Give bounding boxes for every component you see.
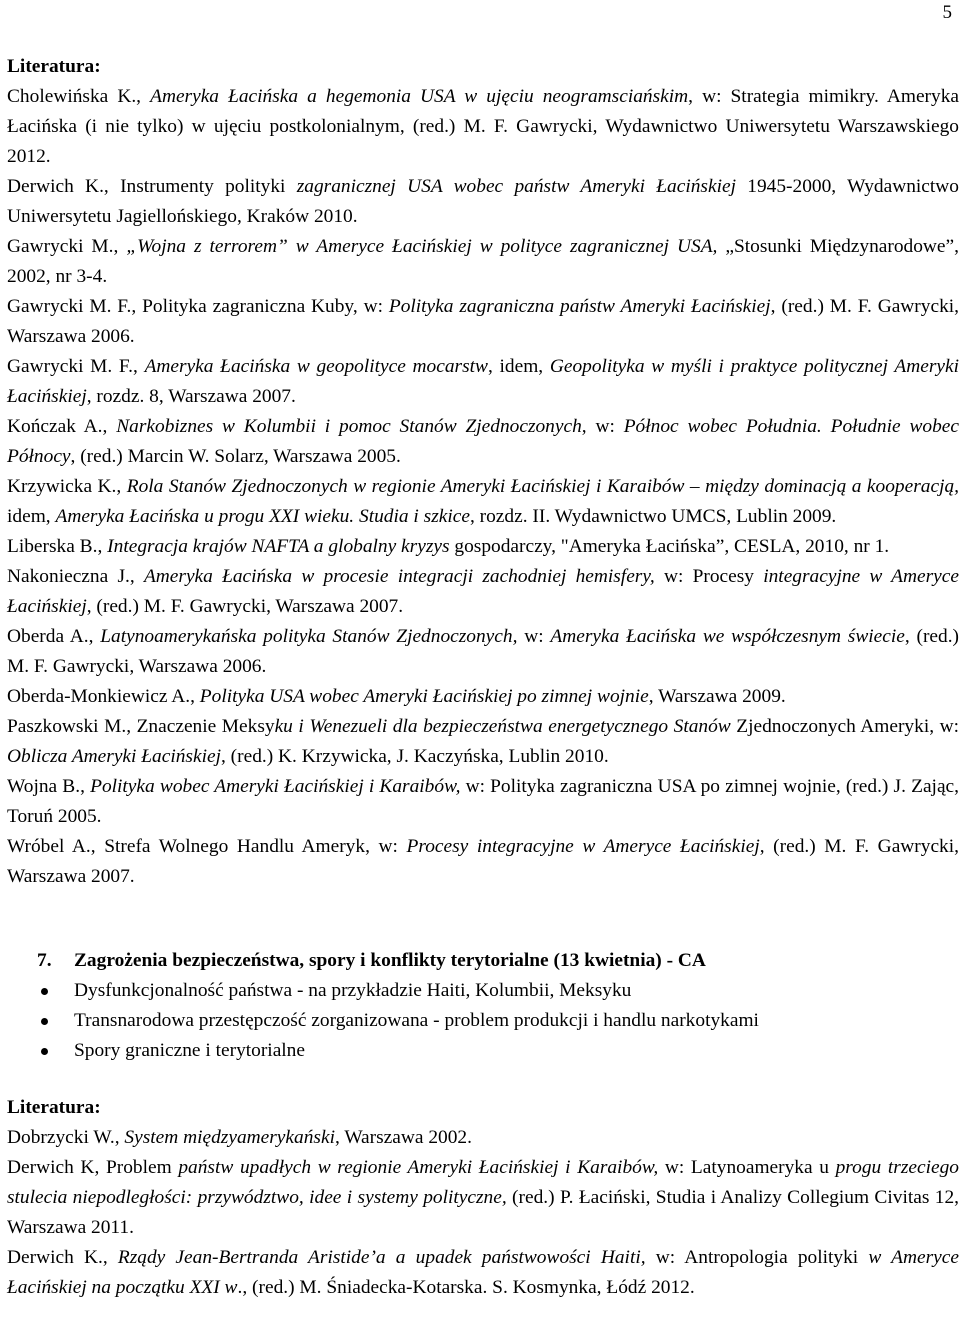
entry-title: zagranicznej USA wobec państw Ameryki Łacińskiej (296, 176, 736, 197)
entry-text: , (red.) Marcin W. Solarz, Warszawa 2005. (70, 446, 401, 467)
entry-title: Latynoamerykańska polityka Stanów Zjednoczonych, (100, 626, 518, 647)
bibliography-entry (7, 1153, 959, 1243)
entry-author: Cholewińska K. (7, 86, 137, 107)
entry-text: Zjednoczonych Ameryki, w: (730, 716, 959, 737)
entry-title: integracyjne w Ameryce Łacińskiej (7, 566, 960, 617)
entry-text: , Instrumenty polityki (103, 176, 297, 197)
entry-author: Oberda A. (7, 626, 89, 647)
entry-text: , Znaczenie Meksy (126, 716, 275, 737)
bibliography-entry (7, 1123, 959, 1153)
entry-author: Gawrycki M. F. (7, 356, 134, 377)
entry-author: Derwich K (7, 1157, 95, 1178)
entry-text: ., (red.) M. Śniadecka-Kotarska. S. Kosmynka, Łódź 2012. (237, 1277, 695, 1298)
bibliography-entry (7, 82, 959, 172)
section-title: Zagrożenia bezpieczeństwa, spory i konflikty terytorialne (13 kwietnia) - CA (74, 950, 706, 971)
bibliography-entry (7, 532, 959, 562)
entry-text: , rozdz. II. Wydawnictwo UMCS, Lublin 2009. (469, 506, 837, 527)
entry-author: Gawrycki M. (7, 236, 114, 257)
entry-author: Krzywicka K. (7, 476, 117, 497)
page-number: 5 (942, 2, 952, 23)
entry-text: , Polityka zagraniczna Kuby, w: (131, 296, 389, 317)
bibliography-entry (7, 1243, 959, 1303)
entry-title: Narkobiznes w Kolumbii i pomoc Stanów Zjednoczonych (116, 416, 582, 437)
entry-title: Integracja krajów NAFTA a globalny kryzys (107, 536, 450, 557)
entry-author: Liberska B. (7, 536, 98, 557)
bullet-icon (41, 988, 48, 995)
entry-title: w Ameryce Łacińskiej na początku XXI w (7, 1247, 959, 1298)
bullet-icon (41, 1018, 48, 1025)
entry-text: , (116, 476, 127, 497)
bibliography-entry (7, 292, 959, 352)
entry-text: , (red.) M. F. Gawrycki, Warszawa 2006. (7, 626, 960, 677)
entry-author: Derwich K. (7, 176, 104, 197)
entry-text: , (80, 776, 91, 797)
entry-title: „Wojna z terrorem” w Ameryce Łacińskiej w polityce zagranicznej USA, (126, 236, 718, 257)
entry-text: „Stosunki Międzynarodowe”, 2002, nr 3-4. (7, 236, 959, 287)
entry-author: Wróbel A. (7, 836, 91, 857)
entry-author: Dobrzycki W. (7, 1127, 115, 1148)
bibliography-entry (7, 712, 959, 772)
bibliography-entry (7, 352, 959, 412)
entry-text: , w: Strategia mimikry. Ameryka Łacińska (i nie tylko) w ujęciu postkolonialnym, (red.) M. F. Gawrycki, Wydawnictwo Uniwersytetu Warszawskiego 2012. (7, 86, 960, 167)
entry-text: gospodarczy, "Ameryka Łacińska”, CESLA, 2010, nr 1. (449, 536, 890, 557)
entry-title: Ameryka Łacińska w procesie integracji zachodniej hemisfery, (143, 566, 655, 587)
entry-title: Polityka wobec Ameryki Łacińskiej i Karaibów, (90, 776, 461, 797)
bibliography-entry (7, 832, 959, 892)
topic-item: Dysfunkcjonalność państwa - na przykładzie Haiti, Kolumbii, Meksyku (7, 976, 959, 1006)
entry-text: , (129, 566, 144, 587)
entry-text: , Warszawa 2009. (648, 686, 786, 707)
entry-author: Oberda-Monkiewicz A. (7, 686, 191, 707)
entry-title: Północ wobec Południa. Południe wobec Północy (7, 416, 959, 467)
entry-text: , (red.) M. F. Gawrycki, Warszawa 2007. (86, 596, 404, 617)
entry-text: w: Polityka zagraniczna USA po zimnej wojnie, (red.) J. Zając, Toruń 2005. (7, 776, 959, 827)
entry-title: ku i Wenezueli dla bezpieczeństwa energetycznego Stanów (274, 716, 731, 737)
bibliography-entry (7, 472, 959, 532)
entry-text: , (red.) M. F. Gawrycki, Warszawa 2006. (7, 296, 959, 347)
bibliography-entry (7, 622, 959, 682)
entry-text: , (red.) M. F. Gawrycki, Warszawa 2007. (7, 836, 959, 887)
bibliography-entry (7, 172, 959, 232)
bullet-icon (41, 1048, 48, 1055)
literature-heading: Literatura: (7, 56, 101, 77)
entry-text: w: Antropologia polityki (645, 1247, 869, 1268)
entry-author: Nakonieczna J. (7, 566, 130, 587)
entry-text: , (88, 626, 101, 647)
entry-title: Polityka zagraniczna państw Ameryki Łacińskiej (388, 296, 771, 317)
entry-title: Oblicza Ameryki Łacińskiej (7, 746, 221, 767)
entry-title: Ameryka Łacińska w geopolityce mocarstw (144, 356, 488, 377)
section-number: 7. (37, 950, 52, 971)
entry-text: , (red.) K. Krzywicka, J. Kaczyńska, Lublin 2010. (220, 746, 609, 767)
entry-text: , Strefa Wolnego Handlu Ameryk, w: (90, 836, 407, 857)
topic-item: Spory graniczne i terytorialne (7, 1036, 959, 1066)
entry-title: Polityka USA wobec Ameryki Łacińskiej po zimnej wojnie (199, 686, 649, 707)
entry-title: Rządy Jean-Bertranda Aristide’a a upadek państwowości Haiti, (117, 1247, 646, 1268)
entry-author: Kończak A. (7, 416, 103, 437)
entry-text: , Warszawa 2002. (334, 1127, 472, 1148)
entry-text: w: (517, 626, 551, 647)
entry-text: , (133, 356, 145, 377)
entry-author: Gawrycki M. F. (7, 296, 132, 317)
entry-author: Wojna B. (7, 776, 81, 797)
entry-title: Ameryka Łacińska we współczesnym świecie (550, 626, 905, 647)
topic-list (7, 976, 959, 1066)
entry-title: System międzyamerykański (124, 1127, 335, 1148)
entry-author: Paszkowski M. (7, 716, 127, 737)
entry-text: , (113, 236, 127, 257)
bibliography-entry (7, 412, 959, 472)
bibliography-entry (7, 682, 959, 712)
entry-title: państw upadłych w regionie Ameryki Łacińskiej i Karaibów, (178, 1157, 659, 1178)
bibliography-entry (7, 562, 959, 622)
entry-text: , Problem (94, 1157, 179, 1178)
entry-title: Ameryka Łacińska u progu XXI wieku. Studia i szkice (55, 506, 470, 527)
entry-author: Derwich K. (7, 1247, 103, 1268)
entry-text: (red.) P. Łaciński, Studia i Analizy Collegium Civitas 12, Warszawa 2011. (7, 1187, 959, 1238)
section-heading (7, 946, 959, 976)
entry-text: , w: (581, 416, 624, 437)
entry-title: progu trzeciego stulecia niepodległości: przywództwo, idee i systemy polityczne, (7, 1157, 959, 1208)
entry-title: Rola Stanów Zjednoczonych w regionie Ameryki Łacińskiej i Karaibów – między dominacją a kooperacją, (126, 476, 959, 497)
bibliography-entry (7, 232, 959, 292)
bibliography-list (7, 1123, 959, 1303)
bibliography-entry (7, 772, 959, 832)
entry-text: , (102, 416, 117, 437)
entry-text: , idem, (487, 356, 550, 377)
entry-text: , (102, 1247, 118, 1268)
entry-text: , (97, 536, 108, 557)
entry-title: Procesy integracyjne w Ameryce Łacińskiej (406, 836, 760, 857)
entry-text: 1945-2000, Wydawnictwo Uniwersytetu Jagiellońskiego, Kraków 2010. (7, 176, 959, 227)
page-content (7, 52, 959, 1303)
topic-item: Transnarodowa przestępczość zorganizowana - problem produkcji i handlu narkotykami (7, 1006, 959, 1036)
literature-heading: Literatura: (7, 1097, 101, 1118)
entry-text: , (190, 686, 200, 707)
entry-text: w: Latynoameryka u (658, 1157, 836, 1178)
entry-text: w: Procesy (654, 566, 764, 587)
entry-text: idem, (7, 506, 56, 527)
entry-title: Ameryka Łacińska a hegemonia USA w ujęciu neogramsciańskim (150, 86, 689, 107)
bibliography-list (7, 82, 959, 892)
entry-text: , rozdz. 8, Warszawa 2007. (86, 386, 296, 407)
entry-title: Geopolityka w myśli i praktyce politycznej Ameryki Łacińskiej (7, 356, 959, 407)
entry-text: , (136, 86, 151, 107)
entry-text: , (114, 1127, 125, 1148)
